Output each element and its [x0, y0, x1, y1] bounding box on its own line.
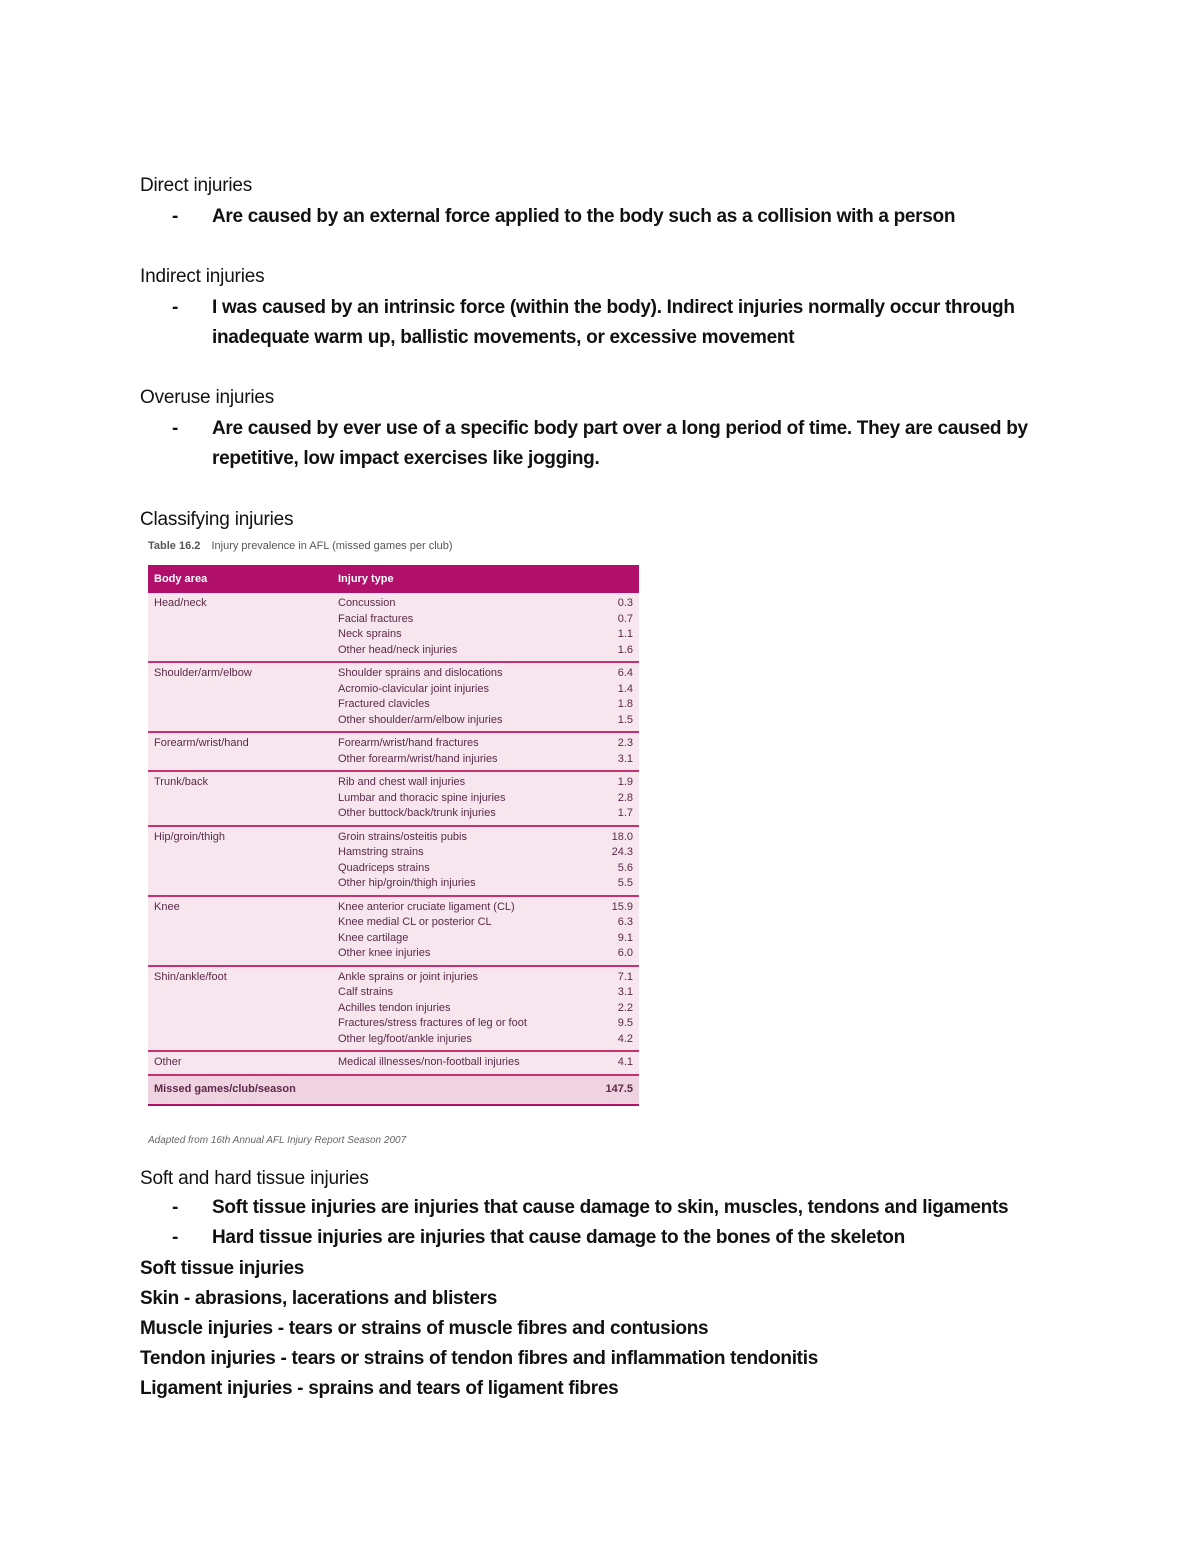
injury-type-cell	[332, 1051, 587, 1075]
bullet-text: Are caused by an external force applied to the body such as a collision with a person	[212, 206, 956, 227]
missed-games-value: 9.5	[617, 1017, 633, 1029]
table-row	[148, 896, 639, 966]
injury-type: Fractures/stress fractures of leg or foot	[338, 1017, 527, 1029]
injury-type-cell	[332, 771, 587, 826]
bullet-dash: -	[172, 418, 179, 439]
header-value	[587, 565, 639, 593]
injury-type-cell	[332, 662, 587, 732]
missed-games-value: 2.8	[617, 791, 633, 804]
bullet-text-part-a: Are caused by ever use of a specific body part over a long period of time. They are	[212, 418, 938, 439]
missed-games-value: 1.6	[617, 643, 633, 656]
line-muscle-injuries: Muscle injuries - tears or strains of muscle fibres and contusions	[140, 1318, 709, 1339]
bullet-text-line1: I was caused by an intrinsic force (within the body). Indirect injuries normally occur through	[212, 297, 1015, 318]
missed-games-value: 5.6	[617, 861, 633, 874]
value-cell	[587, 826, 639, 896]
table-row	[148, 593, 639, 662]
bullet-text: Hard tissue injuries are injuries that cause damage to the bones of the skeleton	[212, 1227, 905, 1248]
missed-games-value: 6.3	[617, 916, 633, 928]
bullet-dash: -	[172, 1197, 179, 1218]
line-tendon-injuries: Tendon injuries - tears or strains of tendon fibres and inflammation tendonitis	[140, 1348, 818, 1369]
body-area-cell: Shoulder/arm/elbow	[148, 662, 332, 732]
injury-type: Other knee injuries	[338, 947, 431, 959]
heading-classifying-injuries: Classifying injuries	[140, 509, 294, 530]
injury-type: Hamstring strains	[338, 846, 424, 858]
value-cell	[587, 593, 639, 662]
injury-type: Other leg/foot/ankle injuries	[338, 1032, 472, 1045]
table-caption	[148, 540, 453, 552]
missed-games-value: 15.9	[611, 900, 633, 913]
missed-games-value: 7.1	[617, 970, 633, 983]
missed-games-value: 1.8	[617, 698, 633, 710]
missed-games-value: 4.2	[617, 1032, 633, 1045]
missed-games-value: 0.3	[617, 597, 633, 609]
injury-type: Other shoulder/arm/elbow injuries	[338, 713, 503, 726]
heading-direct-injuries: Direct injuries	[140, 175, 253, 196]
table-body	[148, 593, 639, 1105]
missed-games-value: 1.1	[617, 628, 633, 640]
value-cell	[587, 1051, 639, 1075]
missed-games-value: 6.0	[617, 947, 633, 959]
bullet-text: Soft tissue injuries are injuries that cause damage to skin, muscles, tendons and ligaments	[212, 1197, 1009, 1218]
bullet-hard-tissue	[172, 1223, 1052, 1253]
table-caption-number: Table 16.2	[148, 540, 201, 552]
injury-type: Knee anterior cruciate ligament (CL)	[338, 900, 515, 913]
missed-games-value: 4.1	[617, 1056, 633, 1068]
injury-type: Groin strains/osteitis pubis	[338, 830, 467, 843]
bullet-dash: -	[172, 297, 179, 318]
bullet-text-line2: repetitive, low impact exercises like jogging.	[212, 448, 600, 469]
injury-type: Acromio-clavicular joint injuries	[338, 682, 489, 695]
table-total-row	[148, 1075, 639, 1105]
table-source-note: Adapted from 16th Annual AFL Injury Report Season 2007	[148, 1135, 407, 1146]
missed-games-value: 1.9	[617, 776, 633, 788]
missed-games-value: 3.1	[617, 986, 633, 998]
injury-type: Concussion	[338, 597, 396, 609]
injury-type: Knee medial CL or posterior CL	[338, 916, 492, 928]
table-row	[148, 771, 639, 826]
bullet-indirect	[172, 293, 1052, 353]
injury-prevalence-table	[148, 565, 639, 1106]
heading-tissue-injuries: Soft and hard tissue injuries	[140, 1168, 369, 1189]
value-cell	[587, 771, 639, 826]
injury-type: Quadriceps strains	[338, 861, 430, 874]
line-ligament-injuries: Ligament injuries - sprains and tears of ligament fibres	[140, 1378, 619, 1399]
bullet-soft-tissue	[172, 1193, 1052, 1223]
bullet-text-part-b: caused by	[937, 418, 1028, 439]
missed-games-value: 1.5	[617, 713, 633, 726]
missed-games-value: 5.5	[617, 877, 633, 889]
table-row	[148, 662, 639, 732]
injury-type: Forearm/wrist/hand fractures	[338, 737, 479, 749]
bullet-text-line2: inadequate warm up, ballistic movements, or excessive movement	[212, 327, 795, 348]
injury-type: Neck sprains	[338, 628, 402, 640]
injury-type-cell	[332, 966, 587, 1052]
total-label: Missed games/club/season	[148, 1075, 587, 1105]
body-area-cell: Knee	[148, 896, 332, 966]
header-body-area: Body area	[148, 565, 332, 593]
bullet-dash: -	[172, 206, 179, 227]
injury-type-cell	[332, 593, 587, 662]
body-area-cell: Shin/ankle/foot	[148, 966, 332, 1052]
heading-overuse-injuries: Overuse injuries	[140, 387, 275, 408]
value-cell	[587, 662, 639, 732]
injury-type: Achilles tendon injuries	[338, 1001, 451, 1014]
injury-type-cell	[332, 896, 587, 966]
missed-games-value: 18.0	[611, 830, 633, 843]
missed-games-value: 1.7	[617, 807, 633, 819]
body-area-cell: Hip/groin/thigh	[148, 826, 332, 896]
missed-games-value: 1.4	[617, 682, 633, 695]
injury-type-cell	[332, 732, 587, 771]
injury-type: Facial fractures	[338, 612, 414, 625]
body-area-cell: Head/neck	[148, 593, 332, 662]
missed-games-value: 0.7	[617, 612, 633, 625]
missed-games-value: 2.2	[617, 1001, 633, 1014]
missed-games-value: 2.3	[617, 737, 633, 749]
injury-type: Shoulder sprains and dislocations	[338, 667, 503, 679]
missed-games-value: 9.1	[617, 931, 633, 944]
table-row	[148, 732, 639, 771]
missed-games-value: 24.3	[611, 846, 633, 858]
injury-type: Other hip/groin/thigh injuries	[338, 877, 476, 889]
body-area-cell: Trunk/back	[148, 771, 332, 826]
bullet-overuse	[172, 414, 1052, 474]
table-header-row	[148, 565, 639, 593]
heading-indirect-injuries: Indirect injuries	[140, 266, 265, 287]
bullet-dash: -	[172, 1227, 179, 1248]
total-value: 147.5	[587, 1075, 639, 1105]
injury-type: Fractured clavicles	[338, 698, 430, 710]
heading-soft-tissue-injuries: Soft tissue injuries	[140, 1258, 304, 1279]
missed-games-value: 3.1	[617, 752, 633, 765]
value-cell	[587, 732, 639, 771]
value-cell	[587, 896, 639, 966]
table-caption-text: Injury prevalence in AFL (missed games per club)	[211, 540, 453, 552]
line-skin: Skin - abrasions, lacerations and blisters	[140, 1288, 497, 1309]
body-area-cell: Other	[148, 1051, 332, 1075]
value-cell	[587, 966, 639, 1052]
bullet-text-line1	[212, 414, 1052, 444]
table-row	[148, 966, 639, 1052]
injury-type: Rib and chest wall injuries	[338, 776, 466, 788]
injury-type: Other forearm/wrist/hand injuries	[338, 752, 498, 765]
injury-type: Other buttock/back/trunk injuries	[338, 807, 496, 819]
injury-type: Other head/neck injuries	[338, 643, 458, 656]
injury-type: Medical illnesses/non-football injuries	[338, 1056, 520, 1068]
injury-type: Calf strains	[338, 986, 394, 998]
injury-type: Knee cartilage	[338, 931, 409, 944]
missed-games-value: 6.4	[617, 667, 633, 679]
table-row	[148, 1051, 639, 1075]
injury-type: Ankle sprains or joint injuries	[338, 970, 479, 983]
bullet-direct	[172, 202, 1052, 232]
header-injury-type: Injury type	[332, 565, 587, 593]
table-row	[148, 826, 639, 896]
injury-type: Lumbar and thoracic spine injuries	[338, 791, 506, 804]
injury-type-cell	[332, 826, 587, 896]
body-area-cell: Forearm/wrist/hand	[148, 732, 332, 771]
